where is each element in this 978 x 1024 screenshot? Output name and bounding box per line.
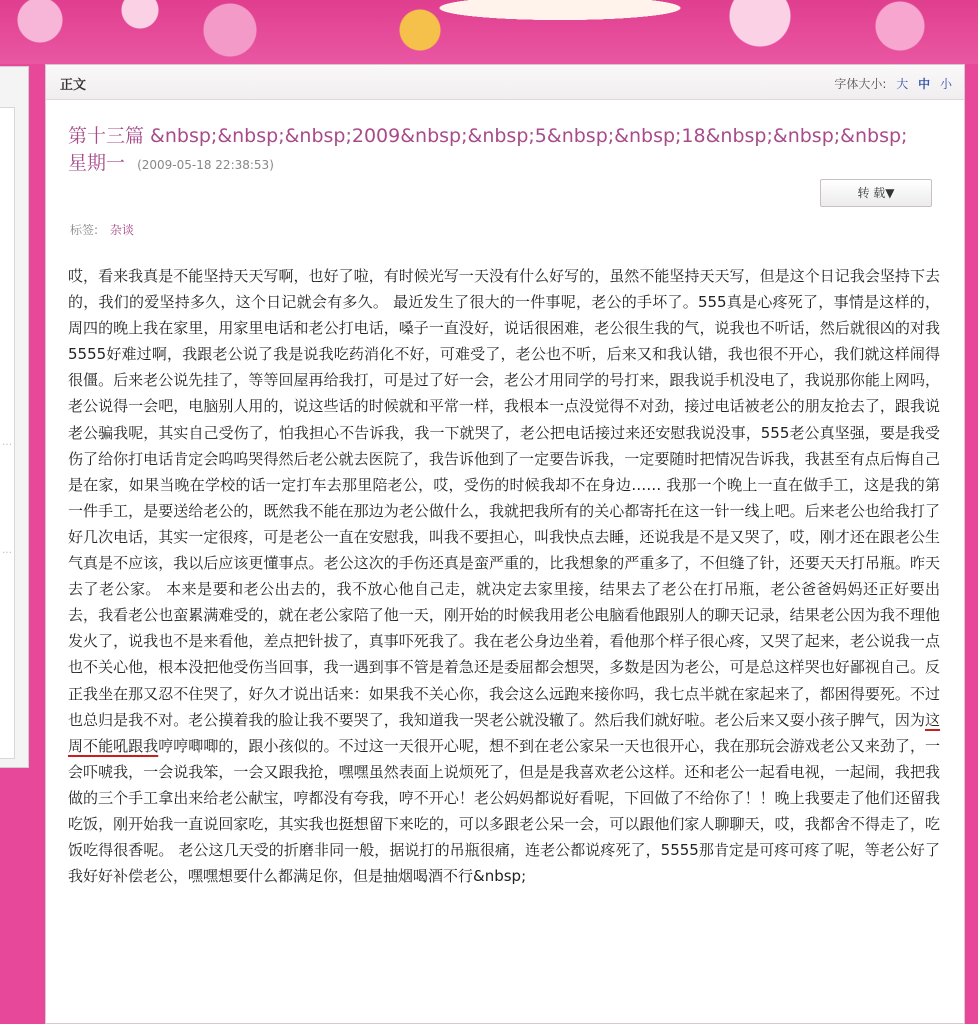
- article-highlighted-text: 这周不能吼跟我: [68, 710, 940, 755]
- font-size-medium-link[interactable]: 中: [918, 77, 931, 91]
- post-title: [68, 123, 918, 179]
- font-size-small-link[interactable]: 小: [939, 77, 952, 91]
- article-text: 哎，看来我真是不能坚持天天写啊，也好了啦，有时候光写一天没有什么好写的，虽然不能坚持天天写，但是这个日记我会坚持下去的，我们的爱坚持多久，这个日记就会有多久。 最近发生了很大的一件事呢，老公的手坏了。555真是心疼死了，事情是这样的，周四的晚上我在家里，用家里电话和老公打电话，嗓子一直没好，说话很困难，老公很生我的气，说我也不听话，然后就很凶的对我5555好难过啊，我跟老公说了我是说我吃药消化不好，可难受了，老公也不听，后来又和我认错，我也很不开心，我们就这样闹得很僵。后来老公说先挂了，等等回屋再给我打，可是过了好一会，老公才用同学的号打来，跟我说手机没电了，我说那你能上网吗，老公说得一会吧，电脑别人用的，说这些话的时候就和平常一样，我根本一点没觉得不对劲，接过电话被老公的朋友抢去了，跟我说老公骗我呢，其实自己受伤了，怕我担心不告诉我，我一下就哭了，老公把电话接过来还安慰我说没事，555老公真坚强，要是我受伤了给你打电话肯定会呜呜哭得然后老公就去医院了，我告诉他到了一定要告诉我，一定要随时把情况告诉我，我甚至有点后悔自己是在家，如果当晚在学校的话一定打车去那里陪老公，哎，受伤的时候我却不在身边…… 我那一个晚上一直在做手工，这是我的第一件手工，是要送给老公的，既然我不能在那边为老公做什么，我就把我所有的关心都寄托在这一针一线上吧。后来老公也给我打了好几次电话，其实一定很疼，可是老公一直在安慰我，叫我不要担心，叫我快点去睡，还说我是不是又哭了，哎，刚才还在跟老公生气真是不应该，我以后应该更懂事点。老公这次的手伤还真是蛮严重的，比我想象的严重多了，不但缝了针，还要天天打吊瓶。昨天去了老公家。 本来是要和老公出去的，我不放心他自己走，就决定去家里接，结果去了老公在打吊瓶，老公爸爸妈妈还正好要出去，我看老公也蛮累满难受的，就在老公家陪了他一天，刚开始的时候我用老公电脑看他跟别人的聊天记录，结果老公因为我不理他发火了，说我也不是来看他，差点把针拔了，真事吓死我了。我在老公身边坐着，看他那个样子很心疼，又哭了起来，老公说我一点也不关心他，根本没把他受伤当回事，我一遇到事不管是着急还是委屈都会想哭，多数是因为老公，可是总这样哭也好鄙视自己。反正我坐在那又忍不住哭了，好久才说出话来：如果我不关心你，我会这么远跑来接你吗，我七点半就在家起来了，都困得要死。不过也总归是我不对。老公摸着我的脸让我不要哭了，我知道我一哭老公就没辙了。然后我们就好啦。老公后来又耍小孩子脾气，因为: [68, 267, 940, 729]
- article-body: [68, 263, 940, 889]
- tags-label: 标签:: [70, 223, 99, 237]
- font-size-large-link[interactable]: 大: [896, 77, 909, 91]
- header-banner-art: [0, 0, 978, 64]
- sidebar-dots: …: [2, 545, 12, 556]
- tag-link[interactable]: 杂谈: [109, 223, 134, 237]
- article-panel: [45, 64, 965, 1024]
- sidebar-dots: …: [2, 437, 12, 448]
- article-text: 哼哼唧唧的，跟小孩似的。不过这一天很开心呢，想不到在老公家呆一天也很开心，我在那玩会游戏老公又来劲了，一会吓唬我，一会说我笨，一会又跟我抢，嘿嘿虽然表面上说烦死了，但是是我喜欢老公这样。还和老公一起看电视，一起闹，我把我做的三个手工拿出来给老公献宝，哼都没有夸我，哼不开心！老公妈妈都说好看呢，下回做了不给你了！！晚上我要走了他们还留我吃饭，刚开始我一直说回家吃，其实我也挺想留下来吃的，可以多跟老公呆一会，可以跟他们家人聊聊天，哎，我都舍不得走了，吃饭吃得很香呢。 老公这几天受的折磨非同一般，据说打的吊瓶很痛，连老公都说疼死了，5555那肯定是可疼可疼了呢，等老公好了我好好补偿老公，嘿嘿想要什么都满足你，但是抽烟喝酒不行&nbsp;: [68, 736, 940, 886]
- post-timestamp: (2009-05-18 22:38:53): [137, 158, 274, 172]
- panel-header: [46, 65, 964, 100]
- reprint-button[interactable]: 转 载▼: [820, 179, 932, 207]
- font-size-control: [834, 75, 952, 92]
- sidebar-inner: [0, 107, 15, 759]
- sidebar-panel: [0, 66, 29, 768]
- tags-row: [70, 221, 134, 238]
- post-title-text: 第十三篇 &nbsp;&nbsp;&nbsp;2009&nbsp;&nbsp;5&nbsp;&nbsp;18&nbsp;&nbsp;&nbsp;星期一: [68, 125, 908, 174]
- section-label: 正文: [60, 78, 87, 93]
- font-size-label: 字体大小:: [834, 77, 887, 91]
